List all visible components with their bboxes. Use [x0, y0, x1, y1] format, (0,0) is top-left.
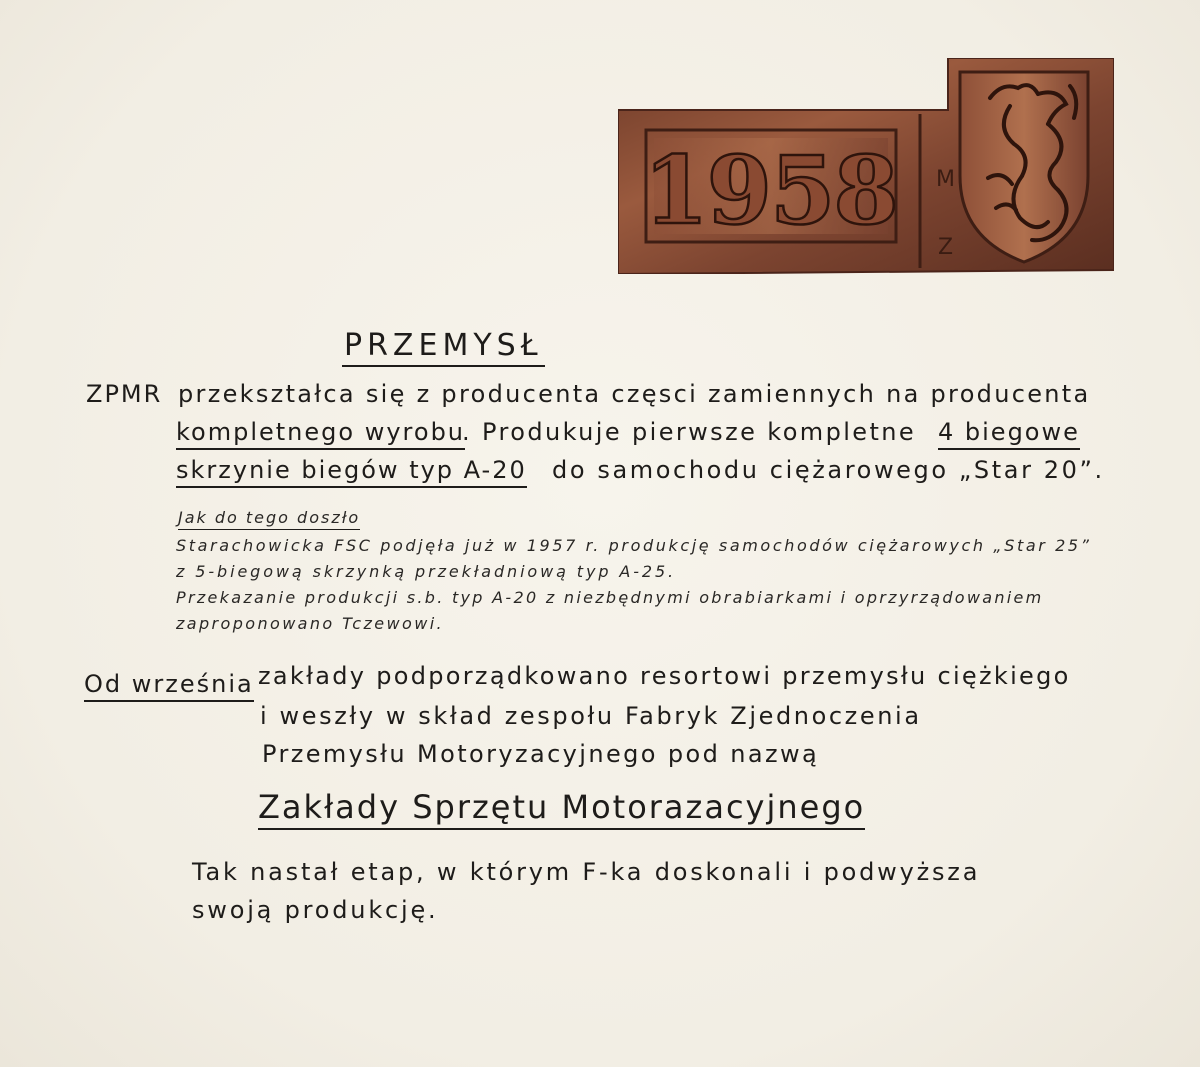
intro-line-1: przekształca się z producenta częsci zamiennych na producenta	[178, 380, 1091, 408]
intro-underlined-gearbox: skrzynie biegów typ A-20	[176, 456, 527, 488]
page-heading: PRZEMYSŁ	[342, 328, 545, 367]
svg-text:M: M	[936, 167, 955, 192]
svg-text:Z: Z	[938, 235, 954, 260]
september-line-2: i weszły w skład zespołu Fabryk Zjednoczenia	[260, 702, 922, 730]
company-name: Zakłady Sprzętu Motorazacyjnego	[258, 788, 865, 830]
history-line-3: Przekazanie produkcji s.b. typ A-20 z niezbędnymi obrabiarkami i oprzyrządowaniem	[176, 588, 1044, 607]
september-line-1: zakłady podporządkowano resortowi przemysłu ciężkiego	[258, 662, 1071, 690]
closing-line-1: Tak nastał etap, w którym F-ka doskonali i podwyższa	[192, 858, 981, 886]
copper-plaque	[618, 58, 1114, 274]
plaque-year: 1958	[643, 136, 897, 246]
intro-label: ZPMR	[86, 380, 163, 408]
closing-line-2: swoją produkcję.	[192, 896, 439, 924]
intro-line-3: do samochodu ciężarowego „Star 20”.	[552, 456, 1105, 484]
history-line-2: z 5-biegową skrzynką przekładniową typ A-25.	[176, 562, 677, 581]
intro-underlined-gears: 4 biegowe	[938, 418, 1080, 450]
history-line-4: zaproponowano Tczewowi.	[176, 614, 445, 633]
september-line-3: Przemysłu Motoryzacyjnego pod nazwą	[262, 740, 820, 768]
intro-line-2: . Produkuje pierwsze kompletne	[462, 418, 917, 446]
history-line-1: Starachowicka FSC podjęła już w 1957 r. produkcję samochodów ciężarowych „Star 25”	[176, 536, 1092, 555]
plaque-image	[618, 58, 1114, 274]
history-subheading: Jak do tego doszło	[178, 508, 360, 530]
intro-underlined-product: kompletnego wyrobu	[176, 418, 465, 450]
september-label: Od września	[84, 670, 254, 702]
